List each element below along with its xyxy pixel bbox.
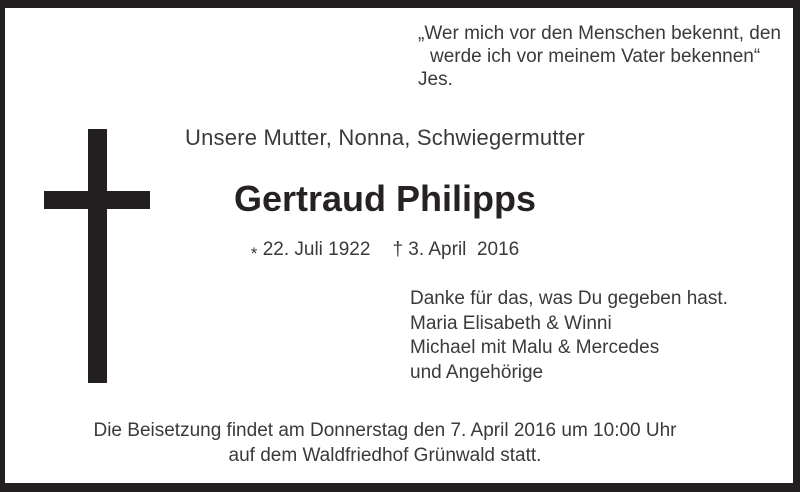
family-thanks-block xyxy=(410,287,728,385)
scripture-quote-source: Jes. xyxy=(418,69,453,90)
notice-center-column xyxy=(5,8,765,483)
birth-date-text: 22. Juli 1922 xyxy=(262,239,371,260)
birth-date xyxy=(250,239,371,263)
dagger-icon: † xyxy=(392,239,404,260)
family-member-line: Maria Elisabeth & Winni xyxy=(410,312,612,334)
death-date-text: 3. April 2016 xyxy=(408,239,520,260)
thanks-line: Danke für das, was Du gegeben hast. xyxy=(410,288,728,309)
born-star-icon: * xyxy=(250,244,258,263)
scripture-quote-line-2: werde ich vor meinem Vater bekennen“ xyxy=(430,46,761,67)
scripture-quote-line-1: „Wer mich vor den Menschen bekennt, den xyxy=(418,23,781,44)
funeral-line-2: auf dem Waldfriedhof Grünwald statt. xyxy=(228,445,542,466)
death-date xyxy=(392,239,519,260)
life-dates xyxy=(5,238,765,261)
funeral-line-1: Die Beisetzung findet am Donnerstag den 7. April 2016 um 10:00 Uhr xyxy=(93,420,677,441)
relation-line: Unsere Mutter, Nonna, Schwiegermutter xyxy=(185,125,585,150)
relatives-line: und Angehörige xyxy=(410,361,544,383)
funeral-announcement xyxy=(5,418,765,468)
deceased-name: Gertraud Philipps xyxy=(233,178,537,219)
family-member-line: Michael mit Malu & Mercedes xyxy=(410,337,660,358)
